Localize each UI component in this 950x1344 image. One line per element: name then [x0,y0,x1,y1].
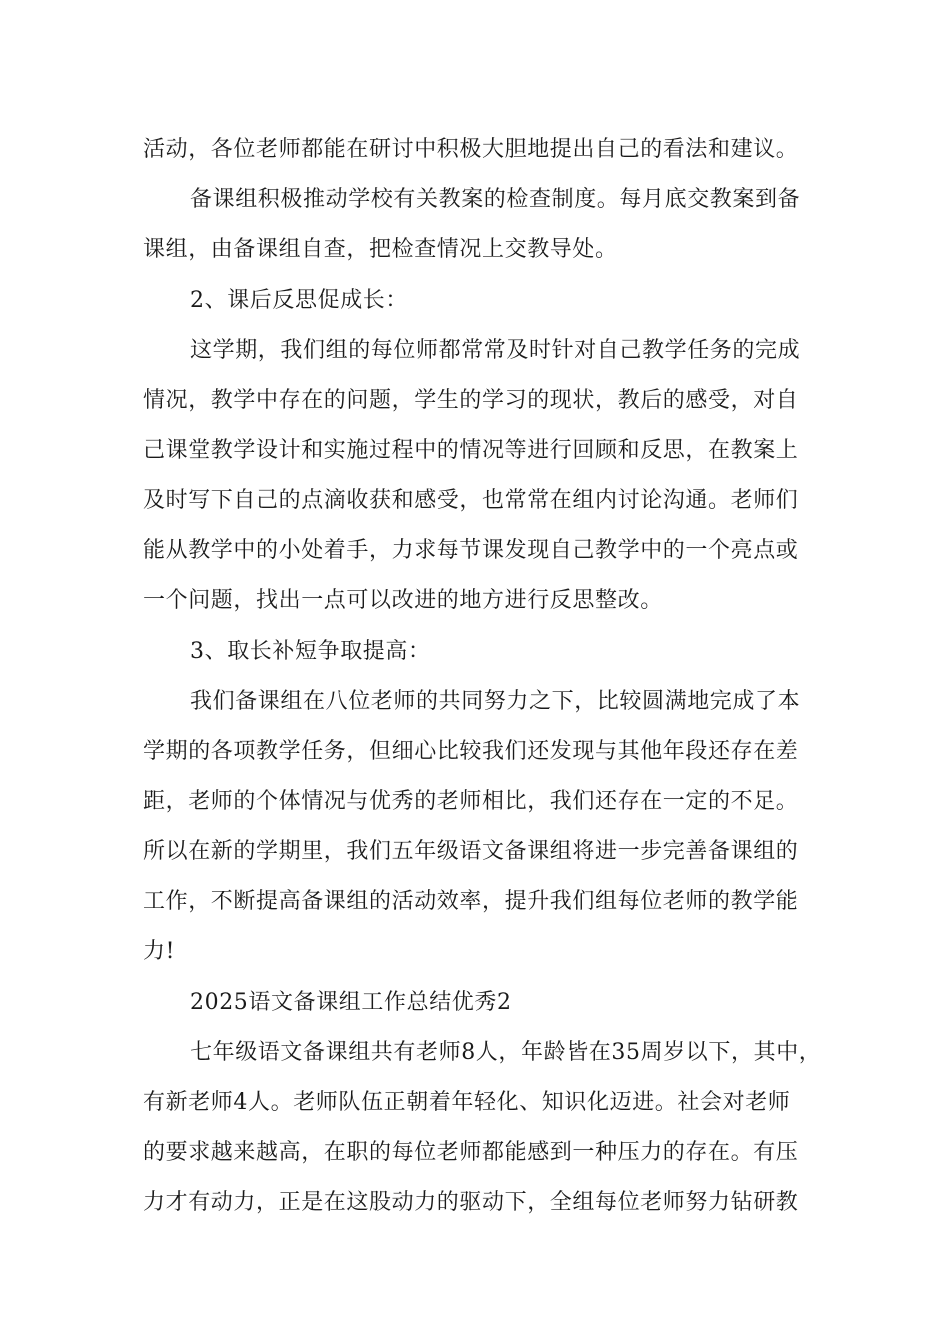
text-line: 学期的各项教学任务，但细心比较我们还发现与其他年段还存在差 [143,739,799,764]
text-line: 我们备课组在八位老师的共同努力之下，比较圆满地完成了本 [190,689,801,714]
article-title: 2025语文备课组工作总结优秀2 [190,990,512,1015]
text-line: 距，老师的个体情况与优秀的老师相比，我们还存在一定的不足。 [143,789,799,814]
text-line: 有新老师4人。老师队伍正朝着年轻化、知识化迈进。社会对老师 [143,1090,791,1115]
text-line: 七年级语文备课组共有老师8人，年龄皆在35周岁以下，其中， [190,1040,822,1065]
text-line: 能从教学中的小处着手，力求每节课发现自己教学中的一个亮点或 [143,538,799,563]
section-heading: 2、课后反思促成长： [190,288,408,313]
text-line: 工作，不断提高备课组的活动效率，提升我们组每位老师的教学能 [143,889,799,914]
text-line: 所以在新的学期里，我们五年级语文备课组将进一步完善备课组的 [143,839,799,864]
text-line: 力! [143,939,176,964]
text-line: 力才有动力，正是在这股动力的驱动下，全组每位老师努力钻研教 [143,1190,799,1215]
text-line: 情况，教学中存在的问题，学生的学习的现状，教后的感受，对自 [143,388,799,413]
text-line: 的要求越来越高，在职的每位老师都能感到一种压力的存在。有压 [143,1140,799,1165]
text-line: 及时写下自己的点滴收获和感受，也常常在组内讨论沟通。老师们 [143,488,799,513]
section-heading: 3、取长补短争取提高： [190,639,431,664]
text-line: 一个问题，找出一点可以改进的地方进行反思整改。 [143,588,663,613]
text-line: 备课组积极推动学校有关教案的检查制度。每月底交教案到备 [190,187,801,212]
text-line: 己课堂教学设计和实施过程中的情况等进行回顾和反思，在教案上 [143,438,799,463]
text-line: 活动，各位老师都能在研讨中积极大胆地提出自己的看法和建议。 [143,137,799,162]
text-line: 课组，由备课组自查，把检查情况上交教导处。 [143,237,618,262]
text-line: 这学期，我们组的每位师都常常及时针对自己教学任务的完成 [190,338,801,363]
